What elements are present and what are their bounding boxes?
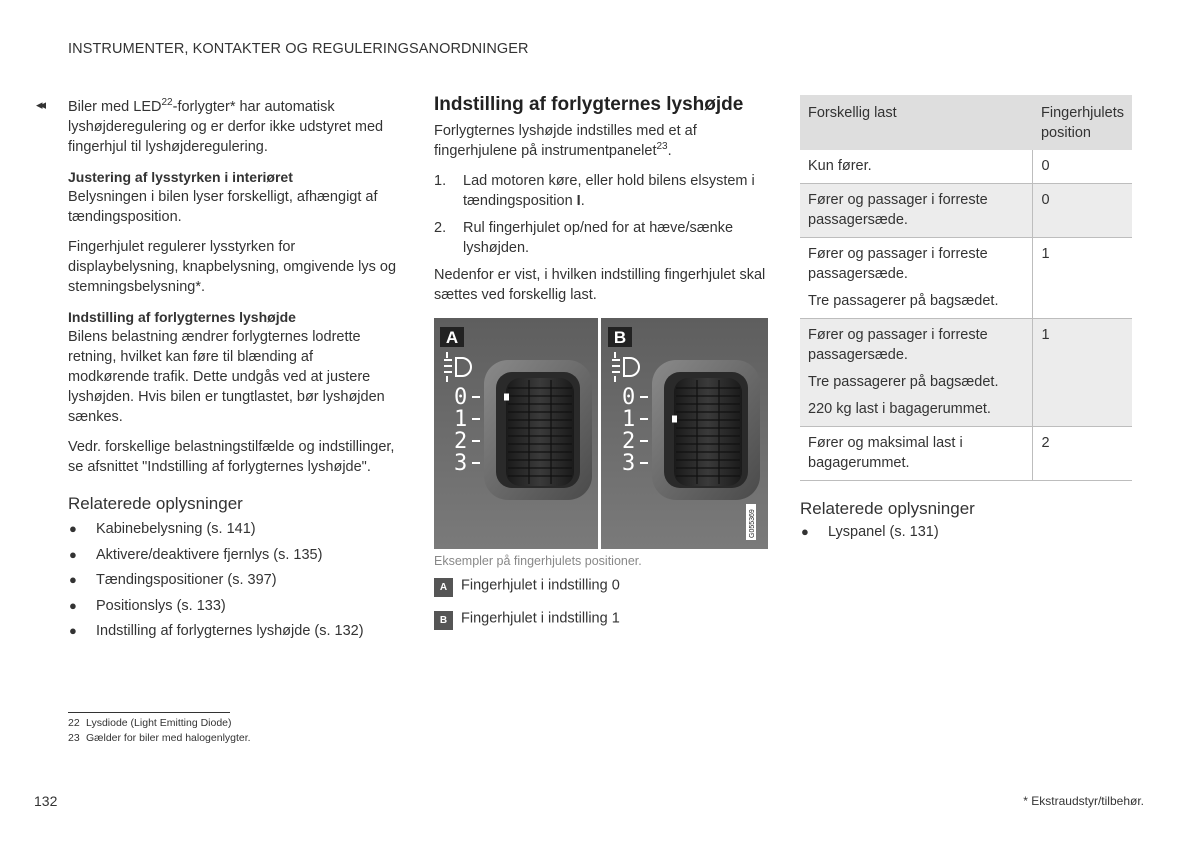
- position-cell: 0: [1033, 150, 1132, 184]
- footnote-text: Lysdiode (Light Emitting Diode): [86, 717, 232, 729]
- footnote-number: 23: [68, 732, 80, 744]
- related-link[interactable]: [68, 621, 398, 641]
- load-line: Fører og passager i forreste passagersæde.: [808, 246, 988, 282]
- load-line: Fører og maksimal last i bagagerummet.: [808, 435, 963, 471]
- panel-a-label: A: [445, 328, 459, 347]
- intro-paragraph: [68, 97, 398, 157]
- load-cell: [800, 319, 1033, 427]
- footnote-23: [68, 732, 251, 744]
- table-row: [800, 319, 1132, 427]
- load-line: Fører og passager i forreste passagersæde.: [808, 192, 988, 228]
- load-line: Fører og passager i forreste passagersæde.: [808, 327, 988, 363]
- related-info-title: Relaterede oplysninger: [68, 494, 243, 513]
- subsection-title-interior: Justering af lysstyrken i interiøret: [68, 169, 293, 185]
- related-link-label: Indstilling af forlygternes lyshøjde (s. 132): [96, 623, 364, 639]
- related-link[interactable]: [68, 519, 398, 539]
- footnote-text: Gælder for biler med halogenlygter.: [86, 732, 251, 744]
- interior-paragraph-1: Belysningen i bilen lyser forskelligt, afhængigt af tændingsposition.: [68, 189, 378, 225]
- step-item: [434, 218, 769, 258]
- accessory-note: * Ekstraudstyr/tilbehør.: [1023, 794, 1144, 808]
- related-link[interactable]: [68, 570, 398, 590]
- scale-1: 1: [454, 407, 468, 432]
- related-info-title: Relaterede oplysninger: [800, 499, 975, 518]
- step-text-end: .: [580, 193, 585, 209]
- bullet-icon: ●: [69, 623, 77, 638]
- legend-text-a: Fingerhjulet i indstilling 0: [461, 577, 620, 594]
- load-cell: [800, 150, 1033, 184]
- legend-item-a: [434, 576, 620, 595]
- footnote-number: 22: [68, 717, 80, 729]
- scale-0: 0: [454, 385, 468, 410]
- step-item: [434, 171, 769, 211]
- section-intro: [434, 121, 769, 161]
- step-number: 2.: [434, 220, 447, 236]
- table-header-load: Forskellig last: [800, 95, 1033, 150]
- related-link[interactable]: [68, 596, 398, 616]
- wheel-position-marker-a: [504, 394, 509, 401]
- intro-text-cont: -forlygter* har automatisk lyshøjderegulering og er derfor ikke udstyret med fingerhjul til lyshøjderegulering.: [68, 99, 384, 155]
- column-left: [68, 97, 398, 647]
- continued-marker-icon: ◂◂: [36, 97, 44, 112]
- position-cell: 0: [1033, 184, 1132, 238]
- legend-item-b: [434, 609, 620, 628]
- related-link-label: Tændingspositioner (s. 397): [96, 572, 277, 588]
- table-header-position: Fingerhjulets position: [1033, 95, 1132, 150]
- step-text: Lad motoren køre, eller hold bilens elsystem i tændingsposition: [463, 173, 755, 209]
- bullet-icon: ●: [69, 546, 77, 562]
- interior-paragraph-2: Fingerhjulet regulerer lysstyrken for displaybelysning, knapbelysning, omgivende lys og stemningsbelysning*.: [68, 239, 397, 295]
- bullet-icon: ●: [69, 521, 77, 536]
- scale-1: 1: [622, 407, 636, 432]
- table-row: [800, 238, 1132, 319]
- footnote-ref-22: 22: [161, 97, 173, 108]
- bullet-icon: ●: [801, 524, 809, 539]
- headlight-paragraph-1: Bilens belastning ændrer forlygternes lodrette retning, hvilket kan føre til blænding af modkørende trafik. Dette undgås ved at justere lyshøjden. Hvis bilen er tungtlastet, bør lyshøjden sænkes.: [68, 329, 385, 425]
- table-row: [800, 184, 1132, 238]
- bullet-icon: ●: [69, 597, 77, 613]
- load-cell: [800, 238, 1033, 319]
- position-cell: 1: [1033, 238, 1132, 319]
- ignition-position: I: [576, 193, 581, 209]
- section-title: Indstilling af forlygternes lyshøjde: [434, 94, 744, 115]
- footnote-22: [68, 717, 232, 729]
- bullet-icon: ●: [69, 572, 77, 587]
- intro-text: Biler med LED: [68, 99, 162, 115]
- related-info-right: [800, 498, 1130, 548]
- related-link-label: Aktivere/deaktivere fjernlys (s. 135): [96, 546, 323, 563]
- related-link[interactable]: [800, 522, 1130, 542]
- step-text: Rul fingerhjulet op/ned for at hæve/sænke lyshøjden.: [463, 220, 734, 256]
- legend-key-b: B: [434, 611, 453, 630]
- load-line: Tre passagerer på bagsædet.: [808, 374, 999, 390]
- after-steps-paragraph: Nedenfor er vist, i hvilken indstilling fingerhjulet skal sættes ved forskellig last.: [434, 267, 766, 303]
- position-cell: 2: [1033, 427, 1132, 481]
- scale-3: 3: [622, 451, 636, 476]
- wheel-position-marker-b: [672, 416, 677, 423]
- scale-2: 2: [622, 429, 636, 454]
- table-row: [800, 150, 1132, 184]
- related-list: [68, 519, 398, 641]
- load-line: Tre passagerer på bagsædet.: [808, 293, 999, 309]
- related-link-label: Positionslys (s. 133): [96, 597, 226, 614]
- page-header: INSTRUMENTER, KONTAKTER OG REGULERINGSANORDNINGER: [68, 41, 529, 57]
- scale-2: 2: [454, 429, 468, 454]
- panel-b-label: B: [613, 328, 627, 347]
- steps-list: [434, 171, 769, 258]
- column-middle: [434, 93, 769, 305]
- related-link-label: Kabinebelysning (s. 141): [96, 521, 256, 537]
- position-cell: 1: [1033, 319, 1132, 427]
- thumbwheel-illustration: [434, 318, 768, 549]
- scale-3: 3: [454, 451, 468, 476]
- headlight-paragraph-2: Vedr. forskellige belastningstilfælde og indstillinger, se afsnittet "Indstilling af forlygternes lyshøjde".: [68, 439, 395, 475]
- table-header-row: [800, 95, 1132, 150]
- section-intro-text: Forlygternes lyshøjde indstilles med et af fingerhjulene på instrumentpanelet: [434, 123, 697, 159]
- load-line: 220 kg last i bagagerummet.: [808, 401, 991, 417]
- section-intro-end: .: [667, 143, 672, 159]
- thumbwheel-figure: [434, 318, 768, 549]
- scale-0: 0: [622, 385, 636, 410]
- load-line: Kun fører.: [808, 158, 872, 174]
- step-number: 1.: [434, 173, 447, 189]
- load-cell: [800, 427, 1033, 481]
- figure-caption: Eksempler på fingerhjulets positioner.: [434, 554, 642, 568]
- subsection-title-headlight: Indstilling af forlygternes lyshøjde: [68, 309, 296, 325]
- page-number: 132: [34, 793, 58, 809]
- table-row: [800, 427, 1132, 481]
- image-code: G055369: [749, 509, 756, 538]
- footnote-rule: [68, 712, 230, 713]
- legend-key-a: A: [434, 578, 453, 597]
- related-list-right: [800, 522, 1130, 542]
- footnote-ref-23: 23: [656, 141, 668, 152]
- related-link[interactable]: [68, 545, 398, 565]
- legend-text-b: Fingerhjulet i indstilling 1: [461, 610, 620, 627]
- related-link-label: Lyspanel (s. 131): [828, 524, 939, 540]
- load-table: [800, 95, 1132, 481]
- load-cell: [800, 184, 1033, 238]
